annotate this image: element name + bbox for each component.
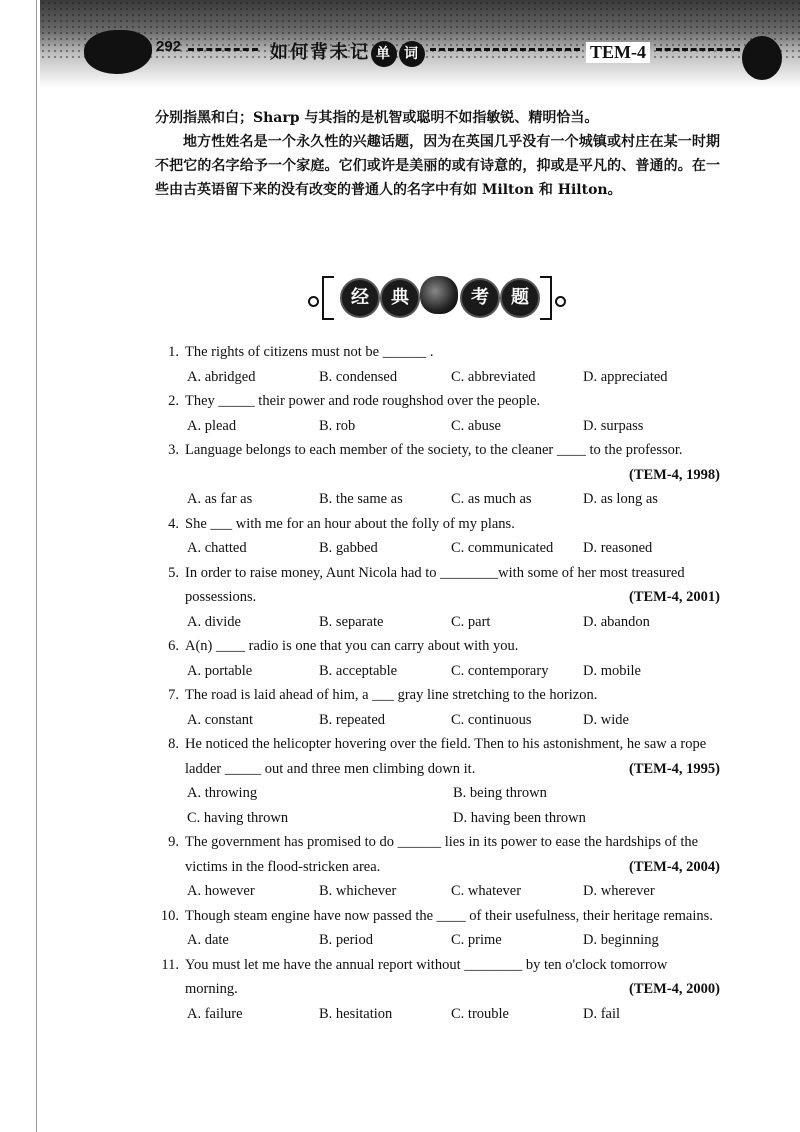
section-title-char: 题: [500, 278, 540, 318]
circle-dot-icon: [308, 296, 319, 307]
answer-option: D. as long as: [583, 491, 658, 507]
answer-option: B. whichever: [319, 883, 397, 899]
book-title-circled-char: 单: [371, 41, 397, 67]
question-source: (TEM-4, 1998): [628, 466, 720, 483]
answer-option: D. wide: [583, 711, 629, 728]
answer-option: D. appreciated: [583, 368, 668, 385]
bracket-right: [540, 276, 552, 320]
question-item: [155, 953, 720, 1027]
question-source: (TEM-4, 2000): [628, 981, 720, 997]
page-number: 292: [156, 38, 182, 55]
answer-option: B. rob: [319, 417, 356, 434]
question-text: The government has promised to do ______ lies in its power to ease the hardships of the victims in the flood-stricken area.: [185, 834, 699, 875]
header-dashes-right: [656, 48, 740, 51]
answer-option: D. reasoned: [583, 540, 653, 556]
answer-option: A. abridged: [187, 368, 256, 385]
question-number: 10.: [160, 907, 179, 924]
question-text: Language belongs to each member of the society, to the cleaner ____ to the professor.: [185, 442, 683, 458]
question-source: (TEM-4, 2004): [628, 858, 720, 875]
question-item: [155, 904, 720, 953]
section-title-char: 典: [380, 278, 420, 318]
question-item: [155, 561, 720, 635]
question-text: The road is laid ahead of him, a ___ gray line stretching to the horizon.: [185, 687, 598, 703]
intro-line: 分别指黑和白；Sharp 与其指的是机智或聪明不如指敏锐、精明恰当。: [155, 110, 599, 126]
answer-option: B. separate: [319, 613, 384, 630]
question-number: 3.: [168, 442, 179, 458]
answer-option: D. surpass: [583, 417, 644, 434]
page-left-border: [36, 0, 37, 1132]
question-number: 8.: [168, 736, 179, 752]
answer-option: A. throwing: [187, 785, 258, 801]
ink-splash-icon: [420, 276, 458, 314]
question-text: Though steam engine have now passed the ____ of their usefulness, their heritage remains.: [185, 907, 713, 924]
answer-option: D. abandon: [583, 613, 650, 630]
question-item: [155, 389, 720, 438]
answer-option: C. as much as: [451, 491, 532, 507]
question-number: 11.: [161, 956, 179, 973]
question-item: [155, 340, 720, 389]
question-number: 4.: [168, 515, 179, 532]
answer-option: C. abbreviated: [451, 368, 536, 385]
exam-label: TEM-4: [586, 42, 650, 63]
answer-option: D. beginning: [583, 932, 659, 948]
answer-option: C. trouble: [451, 1005, 509, 1022]
answer-option: C. abuse: [451, 417, 501, 434]
answer-option: B. condensed: [319, 368, 398, 385]
intro-paragraph: 地方性姓名是一个永久性的兴趣话题，因为在英国几乎没有一个城镇或村庄在某一时期不把它的名字给予一个家庭。它们或许是美丽的或有诗意的，抑或是平凡的、普通的。在一些由古英语留下来的没有改变的普通人的名字中有如 Milton 和 Hilton。: [155, 134, 720, 198]
question-text: The rights of citizens must not be ______ .: [185, 344, 434, 360]
question-number: 6.: [168, 638, 179, 654]
question-source: (TEM-4, 1995): [628, 760, 720, 777]
answer-option: B. the same as: [319, 491, 403, 507]
answer-option: A. date: [187, 932, 229, 948]
question-text: In order to raise money, Aunt Nicola had to ________with some of her most treasured possessions.: [185, 564, 685, 605]
answer-option: D. having been thrown: [453, 809, 586, 826]
section-title-char: 经: [340, 278, 380, 318]
answer-option: D. wherever: [583, 883, 655, 899]
question-text: She ___ with me for an hour about the folly of my plans.: [185, 515, 515, 532]
question-text: He noticed the helicopter hovering over the field. Then to his astonishment, he saw a rope ladder _____ out and three men climbing down it.: [185, 736, 707, 777]
answer-option: A. divide: [187, 613, 241, 630]
intro-text: [155, 106, 720, 202]
answer-option: A. chatted: [187, 540, 247, 556]
question-item: [155, 830, 720, 904]
question-number: 7.: [168, 687, 179, 703]
answer-option: A. however: [187, 883, 255, 899]
answer-option: A. constant: [187, 711, 254, 728]
question-list: [155, 340, 720, 1026]
header-dashes-middle: [430, 48, 580, 51]
question-text: A(n) ____ radio is one that you can carry about with you.: [185, 638, 519, 654]
answer-option: C. contemporary: [451, 662, 549, 679]
answer-option: C. whatever: [451, 883, 522, 899]
answer-option: B. repeated: [319, 711, 386, 728]
question-text: They _____ their power and rode roughshod over the people.: [185, 393, 541, 409]
question-item: [155, 438, 720, 512]
bracket-left: [322, 276, 334, 320]
section-title-classic-exams: [308, 272, 566, 322]
header-ink-blob-right: [742, 36, 782, 80]
question-item: [155, 683, 720, 732]
question-item: [155, 512, 720, 561]
answer-option: D. fail: [583, 1005, 621, 1022]
answer-option: B. gabbed: [319, 540, 378, 556]
book-title-prefix: 如何背未记: [270, 42, 370, 63]
answer-option: A. failure: [187, 1005, 243, 1022]
answer-option: B. hesitation: [319, 1005, 393, 1022]
answer-option: C. part: [451, 613, 491, 630]
question-number: 2.: [168, 393, 179, 409]
answer-option: B. acceptable: [319, 662, 398, 679]
answer-option: A. plead: [187, 417, 237, 434]
circle-dot-icon: [555, 296, 566, 307]
question-item: [155, 634, 720, 683]
answer-option: C. communicated: [451, 540, 554, 556]
question-number: 5.: [168, 564, 179, 581]
answer-option: B. being thrown: [453, 785, 547, 801]
header-dashes-left: [188, 48, 258, 51]
book-title: [270, 38, 426, 67]
answer-option: A. portable: [187, 662, 253, 679]
section-title-char: 考: [460, 278, 500, 318]
question-item: [155, 732, 720, 830]
answer-option: C. having thrown: [187, 809, 289, 826]
answer-option: C. continuous: [451, 711, 532, 728]
question-text: You must let me have the annual report without ________ by ten o'clock tomorrow morning.: [185, 956, 668, 997]
answer-option: D. mobile: [583, 662, 641, 679]
question-source: (TEM-4, 2001): [628, 589, 720, 605]
question-number: 9.: [168, 834, 179, 850]
answer-option: B. period: [319, 932, 373, 948]
book-title-circled-char: 词: [399, 41, 425, 67]
answer-option: C. prime: [451, 932, 502, 948]
question-number: 1.: [168, 344, 179, 360]
answer-option: A. as far as: [187, 491, 253, 507]
